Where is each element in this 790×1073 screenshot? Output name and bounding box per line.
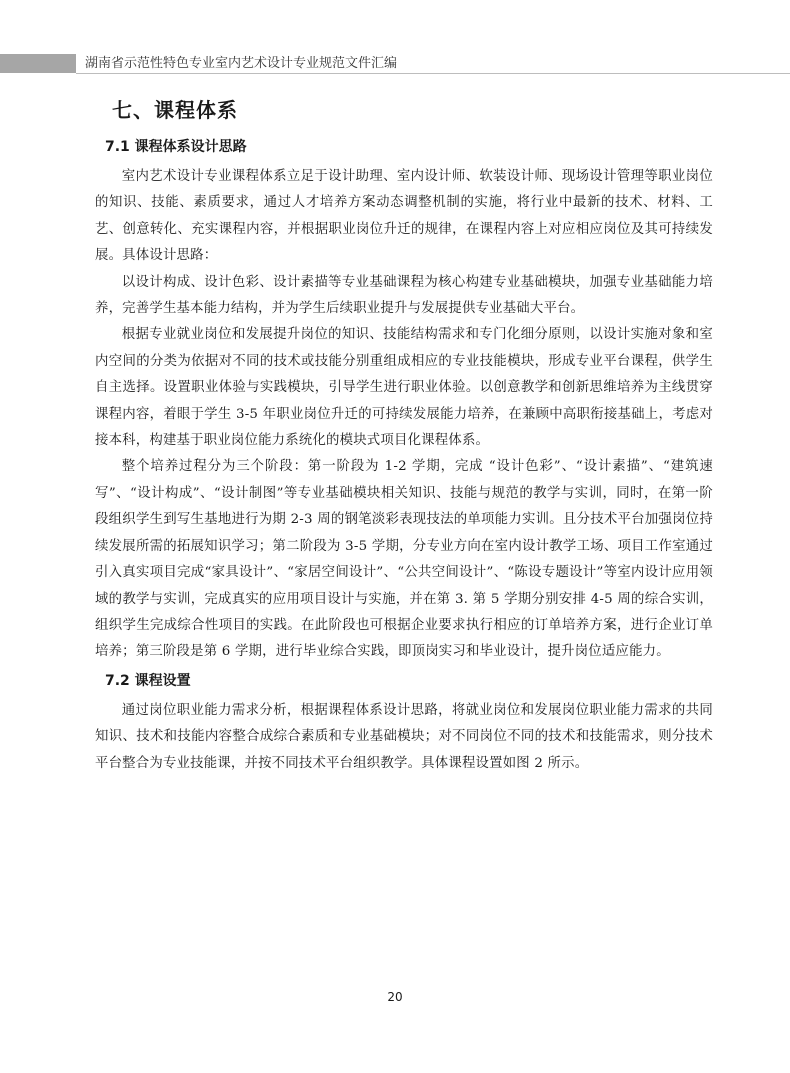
running-header-title: 湖南省示范性特色专业室内艺术设计专业规范文件汇编 bbox=[85, 56, 398, 71]
page-content bbox=[95, 92, 713, 777]
paragraph: 以设计构成、设计色彩、设计素描等专业基础课程为核心构建专业基础模块，加强专业基础能力培养，完善学生基本能力结构，并为学生后续职业提升与发展提供专业基础大平台。 bbox=[95, 274, 713, 317]
paragraph: 整个培养过程分为三个阶段：第一阶段为 1-2 学期，完成 “设计色彩”、“设计素描”、“建筑速写”、“设计构成”、“设计制图”等专业基础模块相关知识、技能与规范的教学与实训，同时，在第一阶段组织学生到写生基地进行为期 2-3 周的钢笔淡彩表现技法的单项能力实训。且分技术平台加强岗位持续发展所需的拓展知识学习；第二阶段为 3-5 学期，分专业方向在室内设计教学工场、项目工作室通过引入真实项目完成“家具设计”、“家居空间设计”、“公共空间设计”、“陈设专题设计”等室内设计应用领域的教学与实训，完成真实的应用项目设计与实施，并在第 3. 第 5 学期分别安排 4-5 周的综合实训，组织学生完成综合性项目的实践。在此阶段也可根据企业要求执行相应的订单培养方案，进行企业订单培养；第三阶段是第 6 学期，进行毕业综合实践，即顶岗实习和毕业设计，提升岗位适应能力。 bbox=[95, 459, 713, 660]
paragraph: 根据专业就业岗位和发展提升岗位的知识、技能结构需求和专门化细分原则，以设计实施对象和室内空间的分类为依据对不同的技术或技能分别重组成相应的专业技能模块，形成专业平台课程，供学生自主选择。设置职业体验与实践模块，引导学生进行职业体验。以创意教学和创新思维培养为主线贯穿课程内容，着眼于学生 3-5 年职业岗位升迁的可持续发展能力培养，在兼顾中高职衔接基础上，考虑对接本科，构建基于职业岗位能力系统化的模块式项目化课程体系。 bbox=[95, 327, 713, 449]
paragraph: 室内艺术设计专业课程体系立足于设计助理、室内设计师、软装设计师、现场设计管理等职业岗位的知识、技能、素质要求，通过人才培养方案动态调整机制的实施，将行业中最新的技术、材料、工艺、创意转化、充实课程内容，并根据职业岗位升迁的规律，在课程内容上对应相应岗位及其可持续发展。具体设计思路： bbox=[95, 169, 713, 264]
subsection-heading-7-1: 7.1 课程体系设计思路 bbox=[105, 139, 247, 155]
page-number: 20 bbox=[387, 990, 403, 1004]
section-heading: 七、课程体系 bbox=[112, 98, 238, 122]
subsection-heading-7-2: 7.2 课程设置 bbox=[105, 672, 191, 689]
header-divider bbox=[76, 73, 790, 74]
header-bar bbox=[0, 54, 76, 73]
paragraph: 通过岗位职业能力需求分析，根据课程体系设计思路，将就业岗位和发展岗位职业能力需求的共同知识、技术和技能内容整合成综合素质和专业基础模块；对不同岗位不同的技术和技能需求，则分技术平台整合为专业技能课，并按不同技术平台组织教学。具体课程设置如图 2 所示。 bbox=[95, 702, 713, 771]
